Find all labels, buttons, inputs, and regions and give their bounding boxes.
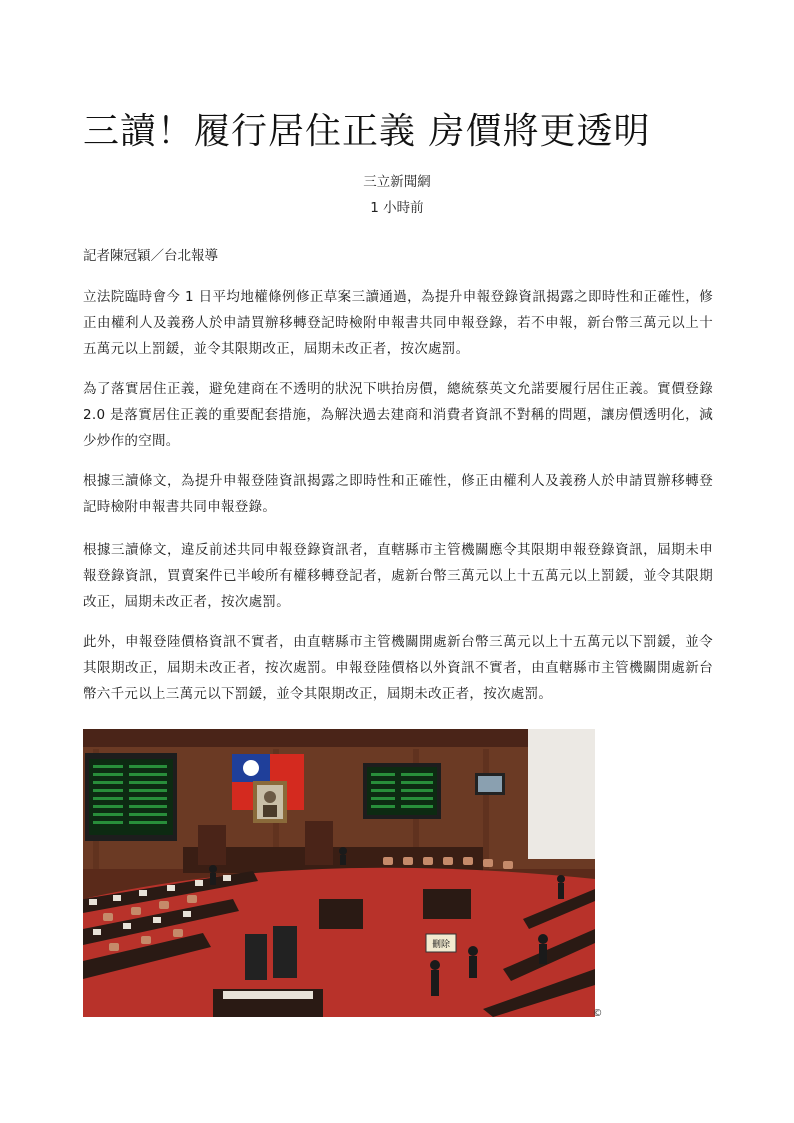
copyright-mark: © <box>592 1008 603 1019</box>
protest-sign-text: 刪除 <box>431 940 451 950</box>
article-paragraph: 立法院臨時會今 1 日平均地權條例修正草案三讀通過，為提升申報登錄資訊揭露之即時性和正確性，修正由權利人及義務人於申請買辦移轉登記時檢附申報書共同申報登錄，若不申報，新台幣三萬元以上十五萬元以上罰鍰，並令其限期改正，屆期未改正者，按次處罰。 <box>83 289 713 357</box>
article-paragraph: 根據三讀條文，違反前述共同申報登錄資訊者，直轄縣市主管機關應令其限期申報登錄資訊，屆期未申報登錄資訊，買賣案件已半峻所有權移轉登記者，處新台幣三萬元以上十五萬元以上罰鍰，並令其限期改正，屆期未改正者，按次處罰。 <box>83 542 713 610</box>
legislative-chamber-photo <box>83 729 595 1017</box>
article-paragraph: 為了落實居住正義，避免建商在不透明的狀況下哄抬房價，總統蔡英文允諾要履行居住正義。實價登錄 2.0 是落實居住正義的重要配套措施，為解決過去建商和消費者資訊不對稱的問題，讓房價透明化，減少炒作的空間。 <box>83 381 713 449</box>
article-byline: 記者陳冠穎／台北報導 <box>83 248 218 264</box>
article-time: 1 小時前 <box>370 200 424 216</box>
article-paragraph: 此外，申報登陸價格資訊不實者，由直轄縣市主管機關開處新台幣三萬元以上十五萬元以下罰鍰，並令其限期改正，屆期未改正者，按次處罰。申報登陸價格以外資訊不實者，由直轄縣市主管機關開處新台幣六千元以上三萬元以下罰鍰，並令其限期改正，屆期未改正者，按次處罰。 <box>83 634 713 702</box>
article-title: 三讀！履行居住正義 房價將更透明 <box>83 111 651 152</box>
article-source: 三立新聞網 <box>363 174 431 190</box>
article-paragraph: 根據三讀條文，為提升申報登陸資訊揭露之即時性和正確性，修正由權利人及義務人於申請買辦移轉登記時檢附申報書共同申報登錄。 <box>83 473 713 515</box>
